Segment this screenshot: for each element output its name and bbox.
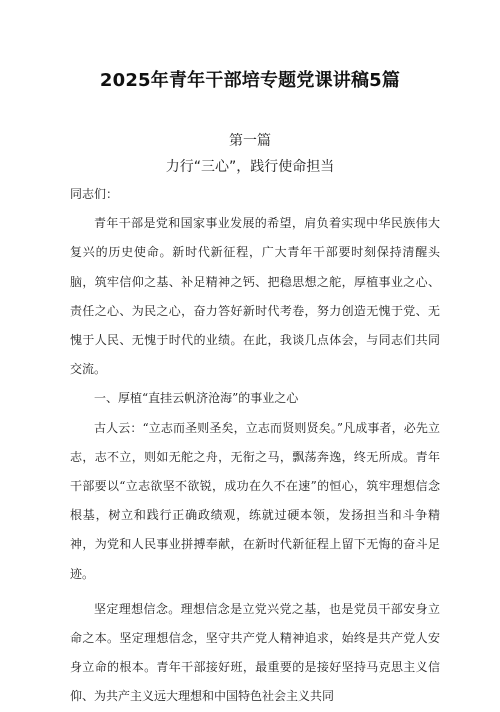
section-label: 第一篇 [229,133,271,149]
paragraph-intro: 青年干部是党和国家事业发展的希望，肩负着实现中华民族伟大复兴的历史使命。新时代新征程，广大青年干部要时刻保持清醒头脑，筑牢信仰之基、补足精神之钙、把稳思想之舵，厚植事业之心、责任之心、为民之心，奋力答好新时代考卷，努力创造无愧于党、无愧于人民、无愧于时代的业绩。在此，我谈几点体会，与同志们共同交流。 [70,216,440,377]
paragraph-ideals: 坚定理想信念。理想信念是立党兴党之基，也是党员干部安身立命之本。坚定理想信念，坚守共产党人精神追求，始终是共产党人安身立命的根本。青年干部接好班，最重要的是接好坚持马克思主义信仰、为共产主义远大理想和中国特色社会主义共同 [70,601,440,704]
salutation: 同志们： [70,187,119,201]
section-subtitle: 力行“三心”，践行使命担当 [165,159,335,175]
document-title: 2025年青年干部培专题党课讲稿5篇 [99,70,401,91]
section-heading-one: 一、厚植“直挂云帆济沧海”的事业之心 [94,391,299,406]
paragraph-quote: 古人云：“立志而圣则圣矣，立志而贤则贤矣。”凡成事者，必先立志，志不立，则如无舵之舟，无衔之马，飘荡奔逸，终无所成。青年干部要以“立志欲坚不欲锐，成功在久不在速”的恒心，筑牢理想信念根基，树立和践行正确政绩观，练就过硬本领，发扬担当和斗争精神，为党和人民事业拼搏奉献，在新时代新征程上留下无悔的奋斗足迹。 [70,420,440,581]
document-body [70,180,440,712]
